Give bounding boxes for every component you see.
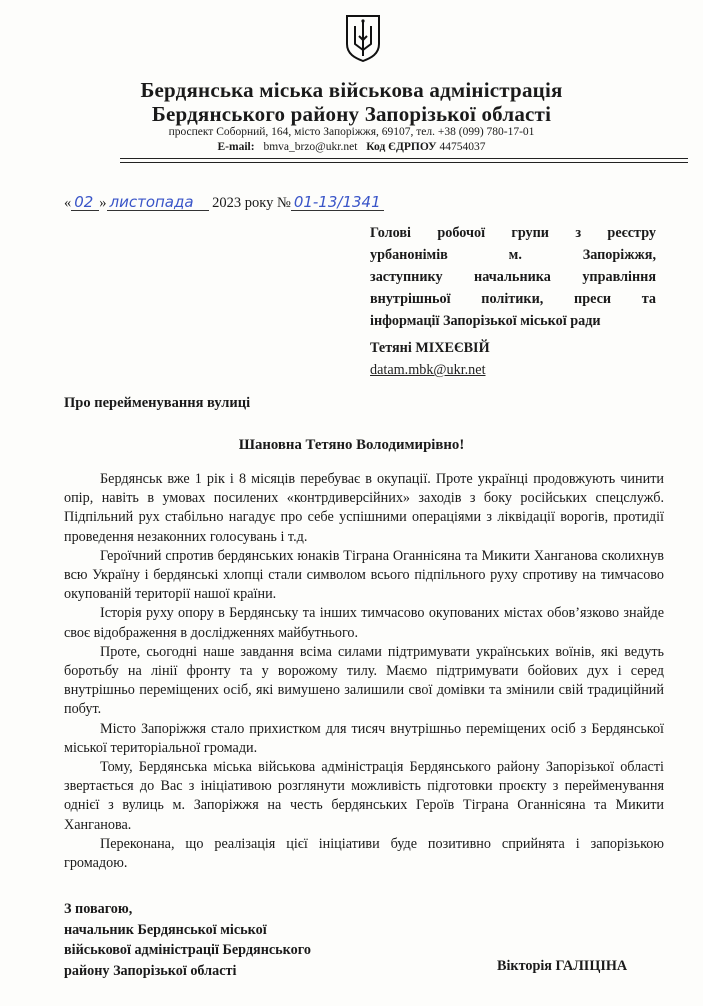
date-month: листопада	[107, 194, 209, 211]
recipient-line: внутрішньої політики, преси та	[370, 291, 656, 307]
edrpou-code: 44754037	[439, 141, 486, 153]
org-title-line1: Бердянська міська військова адміністрація	[140, 78, 563, 102]
body-paragraph: Переконана, що реалізація цієї ініціативи буде позитивно сприйнята і запорізькою громадою.	[64, 835, 664, 872]
letter-body	[64, 470, 664, 873]
quote-close: »	[99, 195, 107, 211]
org-contacts	[0, 141, 703, 153]
signature-title-line: військової адміністрації Бердянського	[64, 942, 311, 958]
document-date-number	[64, 194, 384, 212]
recipient-name: Тетяні МІХЕЄВІЙ	[370, 340, 490, 356]
body-paragraph: Проте, сьогодні наше завдання всіма силами підтримувати українських воїнів, які ведуть боротьбу на лінії фронту та у ворожому тилу. Маємо підтримувати бойових дух і серед внутрішньо переміщених осіб, які вимушено залишили свої домівки та змінили свій традиційний побут.	[64, 643, 664, 718]
body-paragraph: Бердянськ вже 1 рік і 8 місяців перебуває в окупації. Проте українці продовжують чинити опір, навіть в умовах посилених «контрдиверсійних» заходів з боку російських спецслужб. Підпільний рух стабільно нагадує про себе успішними операціями з ліквідації ворогів, протидії проведення незаконних голосувань і т.д.	[64, 471, 664, 545]
signer-name: Вікторія ГАЛІЦІНА	[497, 958, 628, 974]
body-paragraph: Тому, Бердянська міська військова адміністрація Бердянського району Запорізької області звертається до Вас з ініціативою розглянути можливість підготовки проєкту з перейменування однієї з вулиць м. Запоріжжя на честь бердянських Героїв Тіграна Оганнісяна та Микити Ханганова.	[64, 759, 664, 833]
date-day: 02	[71, 194, 99, 211]
recipient-line: заступнику начальника управління	[370, 269, 656, 285]
signature-title-line: району Запорізької області	[64, 962, 237, 979]
signature-block	[64, 899, 311, 981]
signature-closing: З повагою,	[64, 901, 133, 917]
recipient-email-link[interactable]: datam.mbk@ukr.net	[370, 362, 486, 378]
trident-emblem-icon	[343, 14, 383, 62]
year-and-number-label: 2023 року №	[212, 195, 291, 211]
recipient-line: інформації Запорізької міської ради	[370, 313, 601, 329]
recipient-line: Голові робочої групи з реєстру	[370, 225, 656, 241]
signature-title-line: начальник Бердянської міської	[64, 921, 267, 938]
org-address: проспект Соборний, 164, місто Запоріжжя, 69107, тел. +38 (099) 780-17-01	[168, 126, 535, 138]
header-divider-top	[120, 158, 688, 159]
header-divider-bottom	[120, 162, 688, 163]
document-number: 01-13/1341	[291, 194, 384, 211]
body-paragraph: Героїчний спротив бердянських юнаків Тіграна Оганнісяна та Микити Ханганова сколихнув всю Україну і бердянські хлопці стали символом всього підпільного руху спротиву на тимчасово окупованій території нашої країни.	[64, 547, 664, 603]
email-label: E-mail:	[217, 141, 255, 153]
quote-open: «	[64, 195, 72, 211]
body-paragraph: Місто Запоріжжя стало прихистком для тисяч внутрішньо переміщених осіб з Бердянської міської територіальної громади.	[64, 720, 664, 756]
body-paragraph: Історія руху опору в Бердянську та інших тимчасово окупованих містах обов’язково знайде своє відображення в дослідженнях майбутнього.	[64, 605, 664, 641]
recipient-position	[370, 222, 656, 332]
org-email: bmva_brzo@ukr.net	[263, 141, 358, 153]
org-title-line2: Бердянського району Запорізької області	[151, 102, 552, 126]
recipient-line: урбанонімів м. Запоріжжя,	[370, 247, 656, 263]
edrpou-label: Код ЄДРПОУ	[366, 141, 437, 153]
letter-subject: Про перейменування вулиці	[64, 395, 251, 411]
letter-greeting: Шановна Тетяно Володимирівно!	[238, 437, 465, 453]
